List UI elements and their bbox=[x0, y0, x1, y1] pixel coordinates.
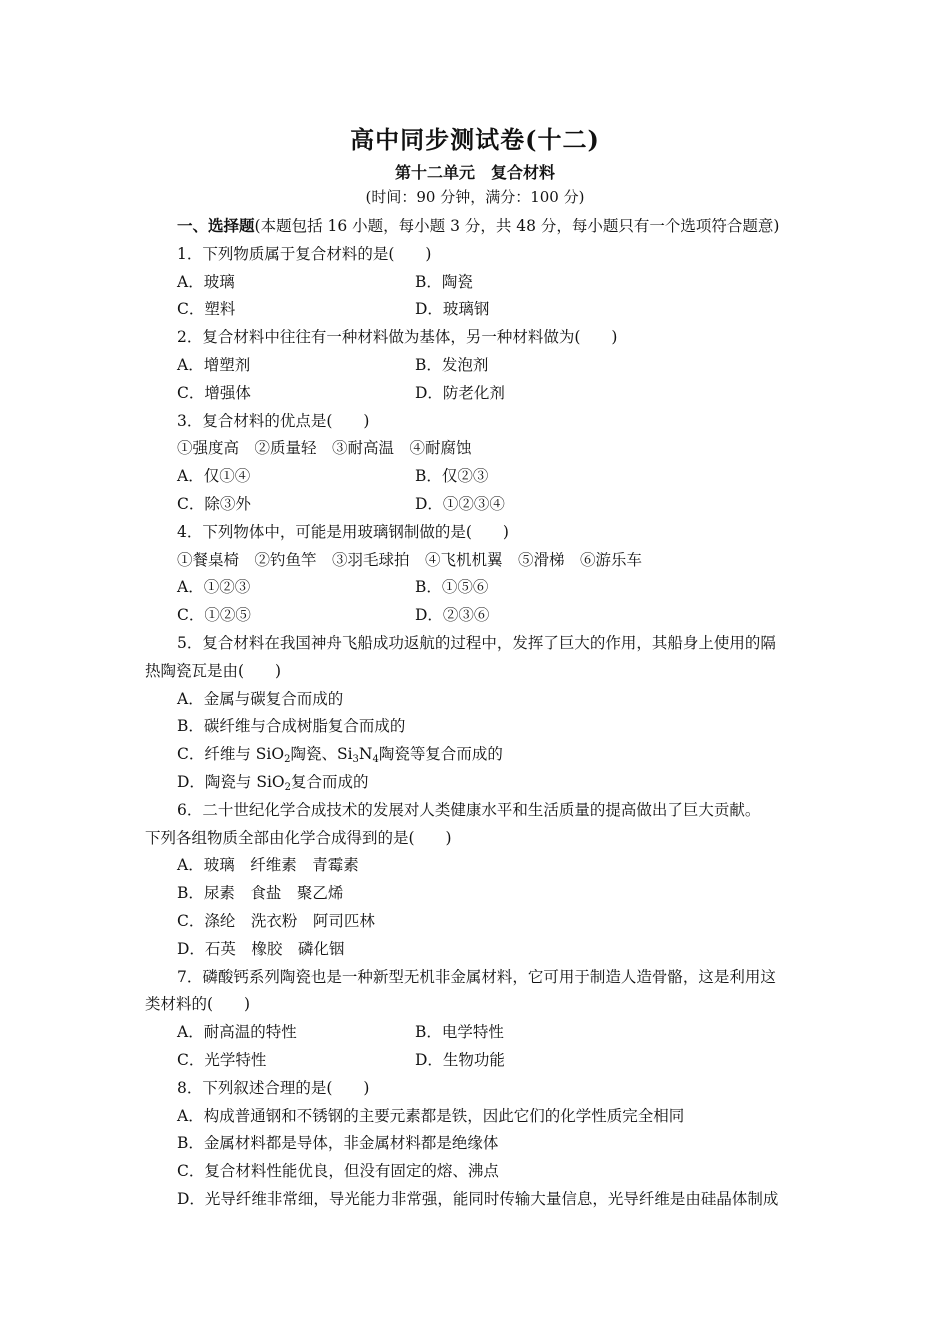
option-c: C．塑料 bbox=[177, 300, 236, 319]
option-d-text: 复合而成的 bbox=[291, 772, 369, 791]
option-c-text: 陶瓷、Si bbox=[290, 745, 353, 764]
option-d: D．玻璃钢 bbox=[415, 300, 490, 319]
question-7-options-row1 bbox=[145, 1019, 810, 1047]
option-d: D．光导纤维非常细，导光能力非常强，能同时传输大量信息，光导纤维是由硅晶体制成 bbox=[177, 1189, 779, 1208]
question-1-options-row2 bbox=[145, 296, 810, 324]
section-label: 一、选择题 bbox=[177, 216, 255, 235]
option-c: C．复合材料性能优良，但没有固定的熔、沸点 bbox=[177, 1162, 499, 1181]
question-4-stem: 4．下列物体中，可能是用玻璃钢制做的是( ) bbox=[177, 522, 509, 541]
option-a: A．耐高温的特性 bbox=[177, 1023, 297, 1042]
option-c: C．涤纶 洗衣粉 阿司匹林 bbox=[177, 911, 375, 930]
option-b: B．①⑤⑥ bbox=[415, 578, 489, 597]
option-c-text: N bbox=[358, 745, 373, 764]
option-c: C．光学特性 bbox=[177, 1050, 267, 1069]
option-c: C．增强体 bbox=[177, 383, 251, 402]
question-7-stem-line1: 7．磷酸钙系列陶瓷也是一种新型无机非金属材料，它可用于制造人造骨骼，这是利用这 bbox=[177, 967, 776, 986]
section-desc: (本题包括 16 小题，每小题 3 分，共 48 分，每小题只有一个选项符合题意) bbox=[254, 217, 780, 235]
question-body bbox=[145, 212, 810, 1214]
question-3-options-row2 bbox=[145, 491, 810, 519]
option-d bbox=[145, 769, 810, 797]
subscript: 2 bbox=[284, 754, 291, 766]
option-b: B．金属材料都是导体，非金属材料都是绝缘体 bbox=[177, 1134, 499, 1153]
option-a: A．①②③ bbox=[177, 578, 251, 597]
question-3-stem: 3．复合材料的优点是( ) bbox=[177, 411, 370, 430]
option-a: A．玻璃 纤维素 青霉素 bbox=[177, 856, 359, 875]
subscript: 3 bbox=[352, 754, 359, 766]
question-1-options-row1 bbox=[145, 269, 810, 297]
option-c: C．①②⑤ bbox=[177, 606, 251, 625]
question-1-stem: 1．下列物质属于复合材料的是( ) bbox=[177, 244, 432, 263]
section-heading bbox=[145, 212, 810, 241]
option-a: A．金属与碳复合而成的 bbox=[177, 689, 344, 708]
question-6-stem-line1: 6．二十世纪化学合成技术的发展对人类健康水平和生活质量的提高做出了巨大贡献。 bbox=[177, 800, 761, 819]
question-5-stem-line1: 5．复合材料在我国神舟飞船成功返航的过程中，发挥了巨大的作用，其船身上使用的隔 bbox=[177, 633, 776, 652]
subscript: 2 bbox=[284, 781, 292, 793]
time-info: (时间：90 分钟，满分：100 分) bbox=[365, 188, 585, 206]
question-7-stem-line2: 类材料的( ) bbox=[145, 995, 251, 1014]
option-a: A．仅①④ bbox=[177, 467, 251, 486]
option-d: D．防老化剂 bbox=[415, 383, 505, 402]
option-c: C．除③外 bbox=[177, 494, 251, 513]
question-4-options-row1 bbox=[145, 574, 810, 602]
question-6-stem-line2: 下列各组物质全部由化学合成得到的是( ) bbox=[145, 828, 452, 847]
option-c bbox=[145, 741, 810, 769]
option-d: D．②③⑥ bbox=[415, 606, 490, 625]
option-a: A．构成普通钢和不锈钢的主要元素都是铁，因此它们的化学性质完全相同 bbox=[177, 1106, 685, 1125]
option-c-text: C．纤维与 SiO bbox=[177, 745, 285, 764]
option-b: B．发泡剂 bbox=[415, 355, 489, 374]
option-d-text: D．陶瓷与 SiO bbox=[177, 772, 285, 791]
option-b: B．尿素 食盐 聚乙烯 bbox=[177, 884, 344, 903]
question-8-stem: 8．下列叙述合理的是( ) bbox=[177, 1078, 370, 1097]
option-d: D．生物功能 bbox=[415, 1050, 505, 1069]
question-2-options-row1 bbox=[145, 352, 810, 380]
page-title: 高中同步测试卷(十二) bbox=[350, 125, 600, 154]
question-2-stem: 2．复合材料中往往有一种材料做为基体，另一种材料做为( ) bbox=[177, 328, 618, 347]
option-a: A．玻璃 bbox=[177, 272, 235, 291]
option-c-text: 陶瓷等复合而成的 bbox=[378, 745, 503, 764]
question-4-options-row2 bbox=[145, 602, 810, 630]
option-b: B．仅②③ bbox=[415, 467, 489, 486]
question-5-stem-line2: 热陶瓷瓦是由( ) bbox=[145, 661, 282, 680]
unit-subtitle: 第十二单元 复合材料 bbox=[394, 163, 555, 182]
option-d: D．石英 橡胶 磷化铟 bbox=[177, 939, 345, 958]
option-b: B．碳纤维与合成树脂复合而成的 bbox=[177, 717, 406, 736]
question-3-options-row1 bbox=[145, 463, 810, 491]
question-2-options-row2 bbox=[145, 380, 810, 408]
subscript: 4 bbox=[372, 754, 379, 766]
question-4-items: ①餐桌椅 ②钓鱼竿 ③羽毛球拍 ④飞机机翼 ⑤滑梯 ⑥游乐车 bbox=[177, 550, 643, 569]
option-b: B．陶瓷 bbox=[415, 272, 473, 291]
question-7-options-row2 bbox=[145, 1047, 810, 1075]
option-d: D．①②③④ bbox=[415, 494, 505, 513]
question-3-items: ①强度高 ②质量轻 ③耐高温 ④耐腐蚀 bbox=[177, 439, 472, 458]
option-b: B．电学特性 bbox=[415, 1023, 504, 1042]
option-a: A．增塑剂 bbox=[177, 355, 251, 374]
